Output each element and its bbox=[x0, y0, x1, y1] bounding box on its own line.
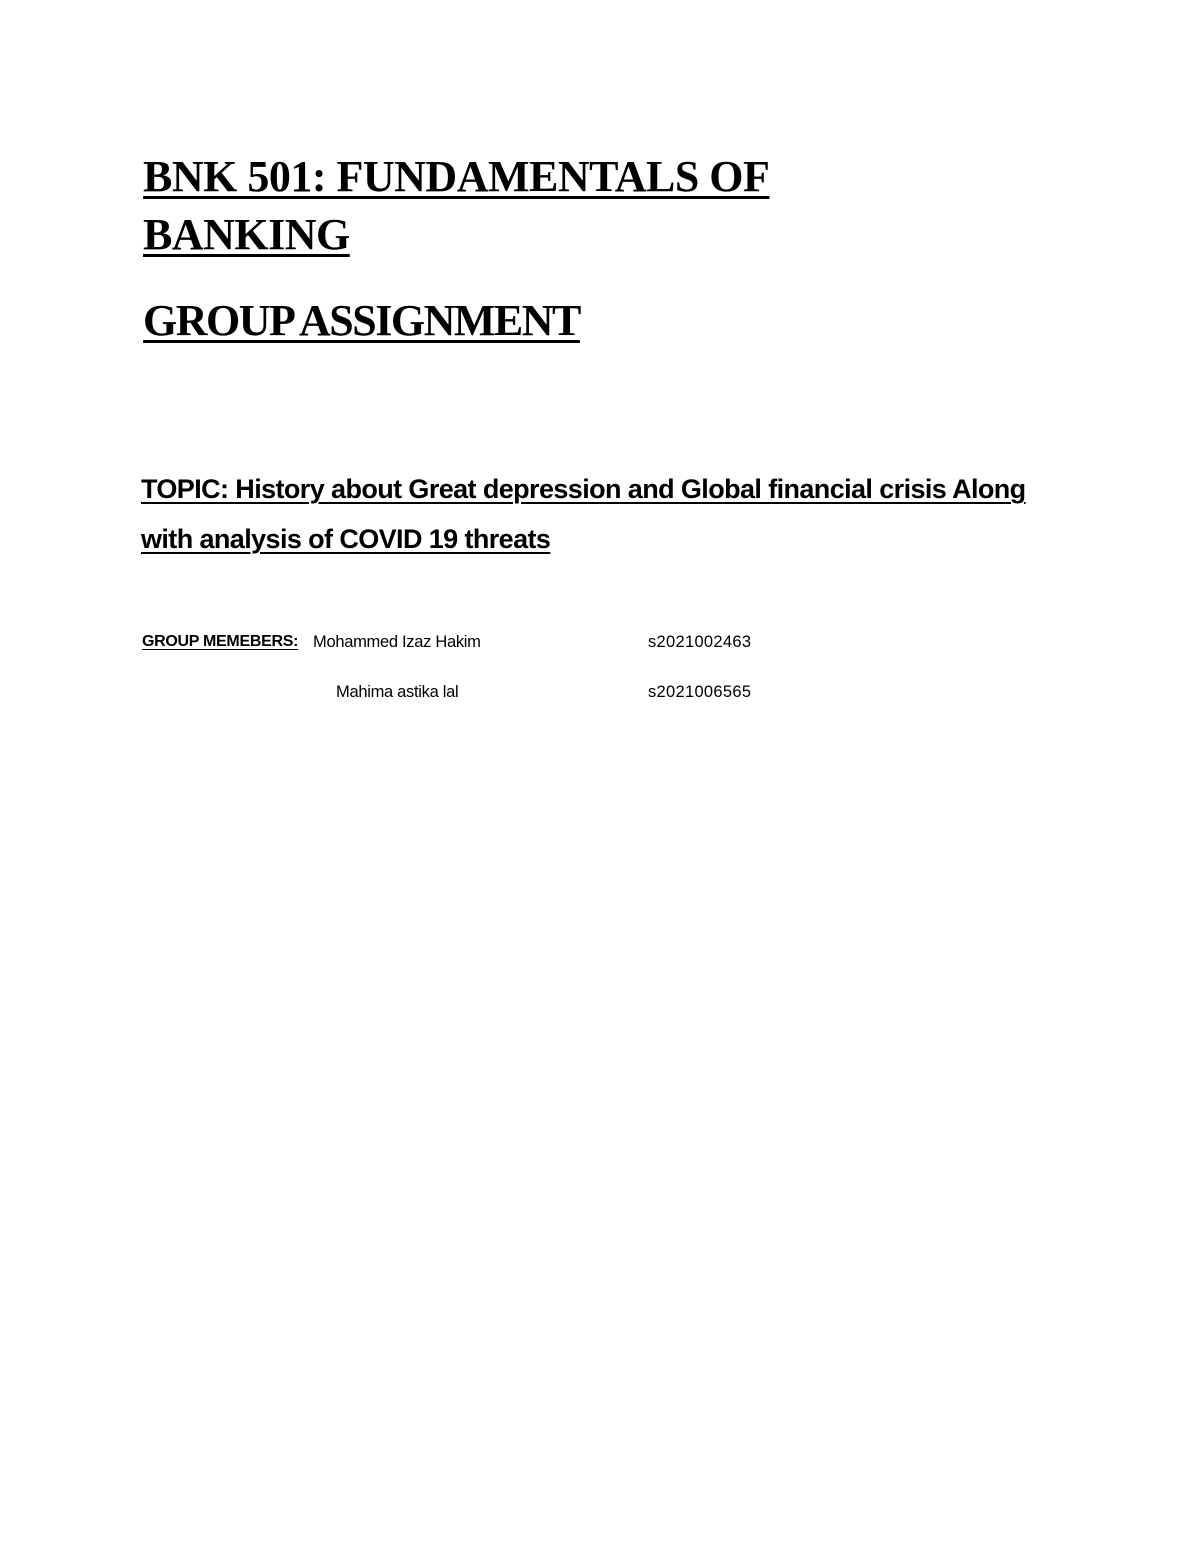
topic-heading: TOPIC: History about Great depression and Global financial crisis Along with analysis of COVID 19 threats bbox=[141, 474, 1026, 554]
group-members-label: GROUP MEMEBERS: bbox=[142, 633, 299, 650]
course-title-line-2: BANKING bbox=[143, 210, 350, 259]
member-id: s2021002463 bbox=[648, 633, 752, 651]
course-title bbox=[143, 148, 1043, 264]
member-id: s2021006565 bbox=[648, 683, 752, 701]
course-title-line-1: BNK 501: FUNDAMENTALS OF bbox=[143, 152, 770, 201]
assignment-subtitle: GROUP ASSIGNMENT bbox=[143, 296, 580, 345]
member-name: Mahima astika lal bbox=[336, 683, 459, 701]
member-name: Mohammed Izaz Hakim bbox=[313, 633, 481, 651]
